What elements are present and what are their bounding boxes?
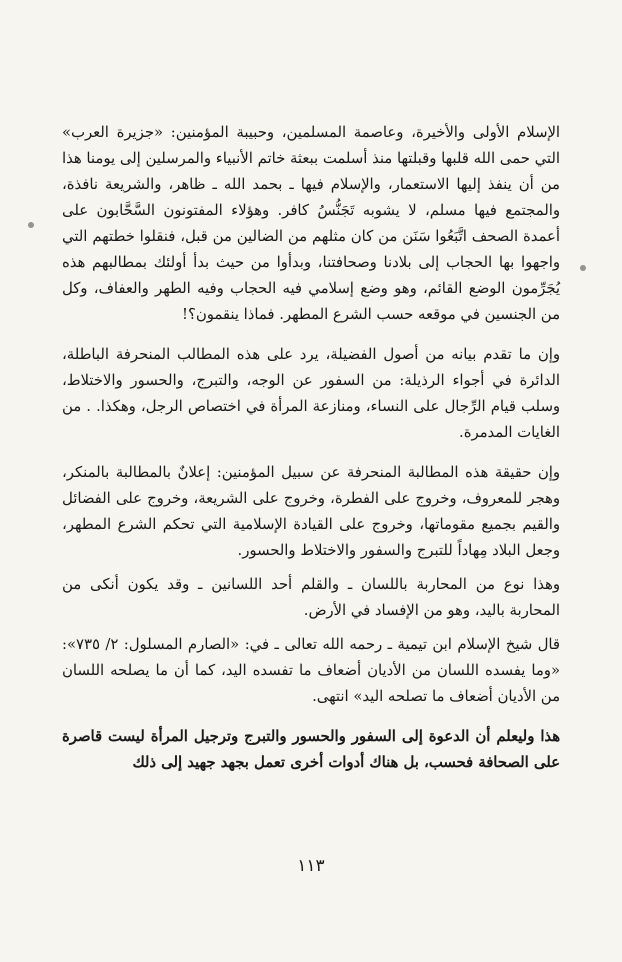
- margin-mark: [28, 222, 34, 228]
- page-body: [62, 120, 560, 776]
- paragraph: وإن حقيقة هذه المطالبة المنحرفة عن سبيل المؤمنين: إعلانٌ بالمطالبة بالمنكر، وهجر للمعروف، وخروج على الفطرة، وخروج على الشريعة، وخروج على الفضائل والقيم بجميع مقوماتها، وخروج على القيادة الإسلامية التي تحكم الشرع المطهر، وجعل البلاد مِهاداً للتبرج والسفور والاختلاط والحسور.: [62, 464, 560, 559]
- paragraph: قال شيخ الإسلام ابن تيمية ـ رحمه الله تعالى ـ في: «الصارم المسلول: ٢/ ٧٣٥»: «وما يفسده اللسان من الأديان أضعاف ما تفسده اليد، كما أن ما يصلحه اللسان من الأديان أضعاف ما تصلحه اليد» انتهى.: [62, 636, 560, 705]
- paragraph: هذا وليعلم أن الدعوة إلى السفور والحسور والتبرج وترجيل المرأة ليست قاصرة على الصحافة فحسب، بل هناك أدوات أخرى تعمل بجهد جهيد إلى ذلك: [62, 728, 560, 771]
- paragraph: وإن ما تقدم بيانه من أصول الفضيلة، يرد على هذه المطالب المنحرفة الباطلة، الدائرة في أجواء الرذيلة: من السفور عن الوجه، والتبرج، والحسور والاختلاط، وسلب قيام الرِّجال على النساء، ومنازعة المرأة في اختصاص الرجل، وهكذا. . من الغايات المدمرة.: [62, 346, 560, 441]
- paragraph: وهذا نوع من المحاربة باللسان ـ والقلم أحد اللسانين ـ وقد يكون أنكى من المحاربة باليد، وهو من الإفساد في الأرض.: [62, 576, 560, 619]
- page-number: ١١٣: [297, 856, 325, 876]
- margin-mark: [580, 265, 586, 271]
- paragraph: الإسلام الأولى والأخيرة، وعاصمة المسلمين، وحبيبة المؤمنين: «جزيرة العرب» التي حمى الله قلبها وقبلتها منذ أسلمت ببعثة خاتم الأنبياء والمرسلين إلى يومنا هذا من أن ينفذ إليها الاستعمار، والإسلام فيها ـ بحمد الله ـ ظاهر، والشريعة نافذة، والمجتمع فيها مسلم، لا يشوبه تَجَنُّسُ كافر. وهؤلاء المفتونون السَّحَّابون على أعمدة الصحف اتَّبَعُوا سَنَن من كان مثلهم من الضالين من قبل، فنقلوا خطتهم التي واجهوا بها الحجاب إلى بلادنا وصحافتنا، وبدأوا من حيث بدأ أولئك بمطالبهم هذه يُجَرِّمون الوضع القائم، وهو وضع إسلامي فيه الحجاب وفيه الطهر والعفاف، وكل من الجنسين في موقعه حسب الشرع المطهر. فماذا ينقمون؟!: [62, 124, 560, 323]
